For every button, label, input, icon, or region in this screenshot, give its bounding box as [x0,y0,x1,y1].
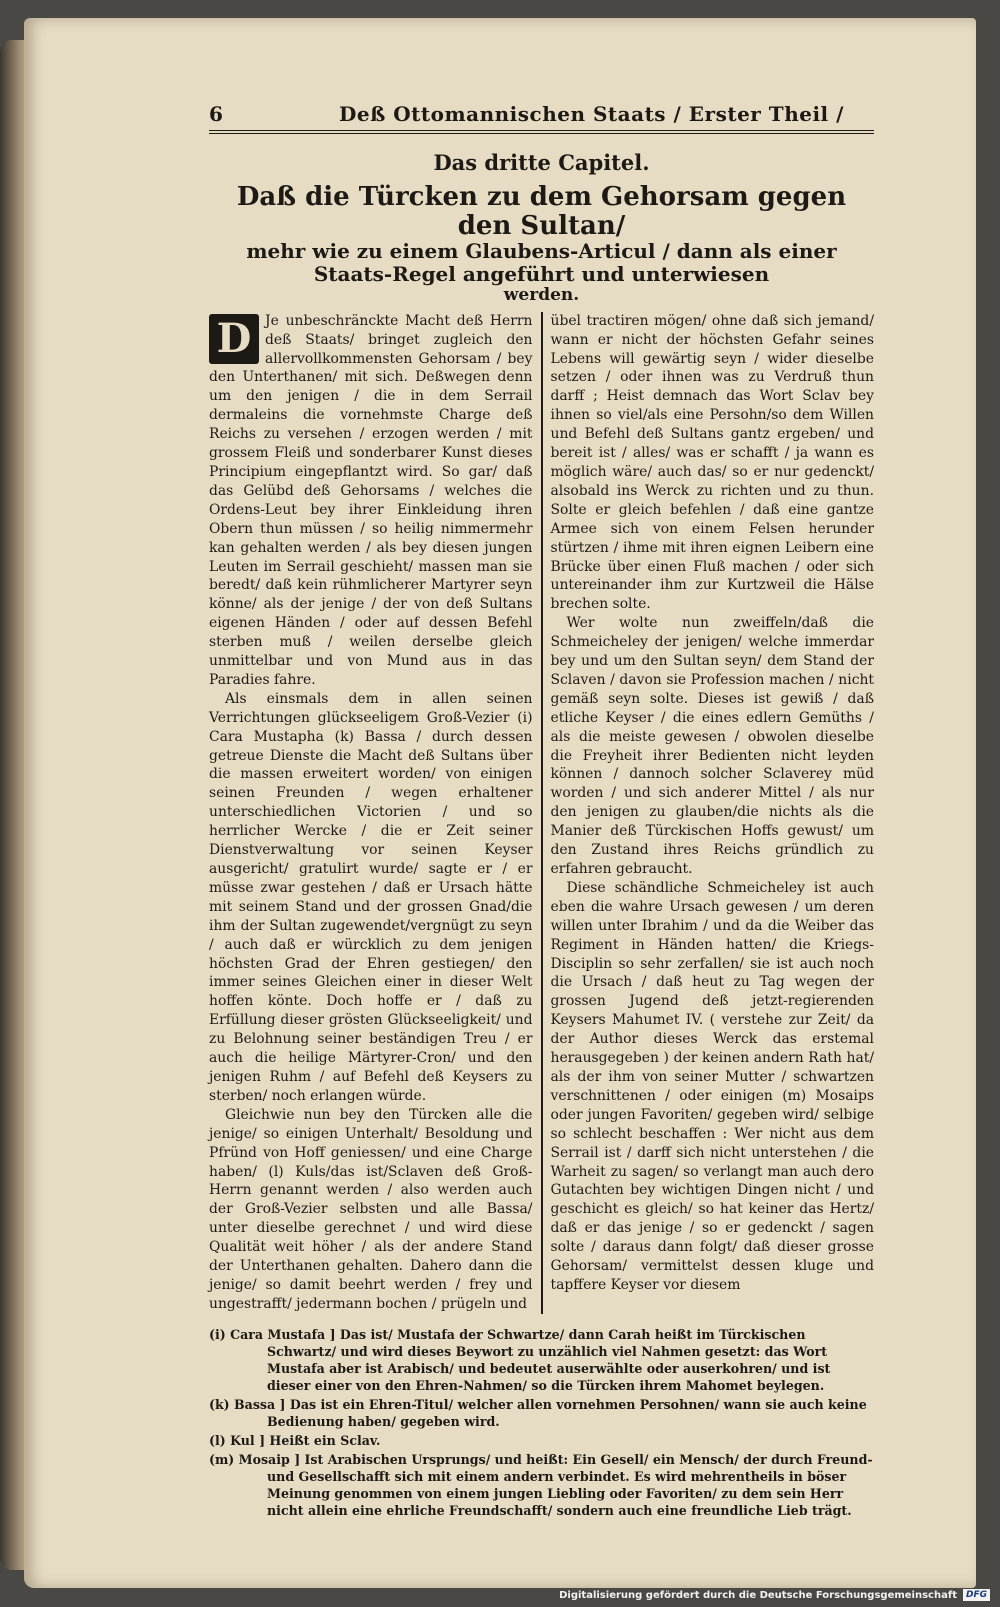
right-column [541,312,875,1314]
page-content [209,102,874,1521]
left-column [209,312,541,1314]
page-number: 6 [209,102,223,126]
footnote: (i) Cara Mustafa ] Das ist/ Mustafa der Schwartze/ dann Carah heißt im Türckischen Schwartz/ und wird dieses Beywort zu unzählich viel Nahmen gesetzt: das Wort Mustafa aber ist Arabisch/ und bedeutet auserwählte oder auserkohren/ und ist dieser einer von den Ehren-Nahmen/ so die Türcken ihrem Mahomet beylegen. [209,1326,831,1393]
paragraph: Wer wolte nun zweiffeln/daß die Schmeicheley der jenigen/ welche immerdar bey und um den Sultan seyn/ dem Stand der Sclaven / davon sie Profession machen / nicht gemäß seyn solte. Dieses ist gewiß / daß etliche Keyser / die eines edlern Gemüths / als die meiste gewesen / obwolen dieselbe die Freyheit ihrer Bedienten nicht leyden können / dannoch solcher Sclaverey müd worden / und sich anderer Mittel / als nur den jenigen zu glauben/die nichts als die Manier deß Türckischen Hoffs gewust/ um den Zustand ihres Reichs gründlich zu erfahren gebraucht. [550,615,874,878]
footnote: (l) Kul ] Heißt ein Sclav. [209,1432,381,1448]
running-head [209,102,874,134]
chapter-title-line-1: Daß die Türcken zu dem Gehorsam gegen den Sultan/ [236,182,847,241]
chapter-title-line-4: werden. [503,285,580,306]
footnote: (m) Mosaip ] Ist Arabischen Ursprungs/ und heißt: Ein Gesell/ ein Mensch/ der durch Freund- und Gesellschafft sich mit einem andern verbindet. Es wird mehrentheils in böser Meinung genommen von einem jungen Liebling oder Favoriten/ zu dem sein Herr nicht allein eine ehrliche Freundschafft/ sondern auch eine freundliche Lieb trägt. [209,1451,873,1518]
running-title: Deß Ottomannischen Staats / Erster Theil / [339,102,844,126]
chapter-title-line-3: Staats-Regel angeführt und unterwiesen [313,262,770,287]
drop-cap: D [209,314,259,364]
paragraph: Diese schändliche Schmeicheley ist auch eben die wahre Ursach gewesen / um deren willen unter Ibrahim / und da die Weiber das Regiment in Händen hatten/ die Kriegs-Disciplin so sehr zerfallen/ sie ist auch noch die Ursach / daß heut zu Tag wegen der grossen Jugend deß jetzt-regierenden Keysers Mahumet IV. ( verstehe zur Zeit/ da der Author dieses Werck das erstemal herausgegeben ) der keinen andern Rath hat/ als der ihm von seiner Mutter / schwartzen verschnittenen / oder einigen (m) Mosaips oder jungen Favoriten/ gegeben wird/ selbige so schlecht beschaffen : Wer nicht aus dem Serrail ist / darff sich nicht unterstehen / die Warheit zu sagen/ so verlangt man auch dero Gutachten bey wichtigen Dingen nicht / und geschicht es gleich/ so hat keiner das Hertz/ daß er das jenige / so er gedenckt / sagen solte / daraus dann folgt/ daß dieser grosse Gehorsam/ vermittelst dessen kluge und tapffere Keyser vor diesem [550,879,874,1293]
credit-text: Digitalisierung gefördert durch die Deutsche Forschungsgemeinschaft [559,1589,957,1601]
chapter-heading: Das dritte Capitel. [433,150,650,175]
paragraph: Als einsmals dem in allen seinen Verrichtungen glückseeligem Groß-Vezier (i) Cara Mustapha (k) Bassa / durch dessen getreue Dienste die Macht deß Sultans über die massen erweitert worden/ von einigen seinen Freunden / wegen erhaltener unterschiedlichen Victorien / und so herrlicher Wercke / die er Zeit seiner Dienstverwaltung vor seinen Keyser ausgericht/ gratulirt wurde/ sagte er / er müsse zwar gestehen / daß er Ursach hätte mit seinem Stand und der grossen Gnad/die ihm der Sultan zugewendet/vergnügt zu seyn / auch daß er würcklich zu dem jenigen höchsten Grad der Ehren gestiegen/ den immer seines Gleichen einer in dieser Welt hoffen könte. Doch hoffe er / daß zu Erfüllung dieser grösten Glückseeligkeit/ und zu Belohnung seiner beständigen Treu / er auch die heilige Märtyrer-Cron/ und den jenigen Ruhm / auf Befehl deß Keysers zu sterben/ noch erlangen würde. [209,690,533,1104]
footnotes [209,1326,874,1519]
paragraph: Gleichwie nun bey den Türcken alle die jenige/ so einigen Unterhalt/ Besoldung und Pfründ von Hoff geniessen/ und eine Charge haben/ (l) Kuls/das ist/Sclaven deß Groß-Herrn genannt werden / also werden auch der Groß-Vezier selbsten und alle Bassa/ unter dieselbe gerechnet / und wird diese Qualität weit höher / als der andere Stand der Unterthanen gehalten. Dahero dann die jenige/ so damit beehrt werden / frey und ungestrafft/ jedermann bochen / prügeln und [209,1106,533,1312]
paragraph: übel tractiren mögen/ ohne daß sich jemand/ wann er nicht der höchsten Gefahr seines Lebens will gewärtig seyn / wider dieselbe setzen / oder ihnen was zu Verdruß thun darff ; Heist demnach das Wort Sclav bey ihnen so viel/als eine Persohn/so dem Willen und Befehl deß Sultans gantz ergeben/ und bereit ist / alles/ was er schafft / ja wann es möglich wäre/ auch das/ so er nur gedenckt/ alsobald ins Werck zu richten und zu thun. Solte er gleich befehlen / daß eine gantze Armee sich von einem Felsen herunder stürtzen / ihme mit ihren eignen Leibern eine Brücke über einen Fluß machen / oder sich untereinander ihm zur Kurtzweil die Hälse brechen solte. [550,312,874,613]
chapter-title-line-2: mehr wie zu einem Glaubens-Articul / dann als einer [246,239,837,264]
paragraph: Je unbeschränckte Macht deß Herrn deß Staats/ bringet zugleich den allervollkommensten Gehorsam / bey den Unterthanen/ mit sich. Deßwegen denn um den jenigen / die in dem Serrail dermaleins die vornehmste Charge deß Reichs zu versehen / erzogen werden / mit grossem Fleiß und sonderbarer Kunst dieses Principium eingepflantzt wird. So gar/ daß das Gelübd deß Gehorsams / welches die Ordens-Leut bey ihrer Einkleidung ihren Obern thun müssen / so heilig nimmermehr kan gehalten werden / als bey diesen jungen Leuten im Serrail geschieht/ massen man sie beredt/ daß kein rühmlicherer Martyrer seyn könne/ als der jenige / der von deß Sultans eigenen Händen / oder auf dessen Befehl sterben muß / weilen derselbe gleich unmittelbar und von Mund aus in das Paradies fahre. [209,312,533,688]
text-columns [209,312,874,1314]
book-page [24,18,976,1588]
digitization-credit [559,1589,990,1601]
footnote: (k) Bassa ] Das ist ein Ehren-Titul/ welcher allen vornehmen Persohnen/ wann sie auch keine Bedienung haben/ gegeben wird. [209,1396,867,1429]
dfg-logo[interactable]: DFG [963,1589,990,1601]
